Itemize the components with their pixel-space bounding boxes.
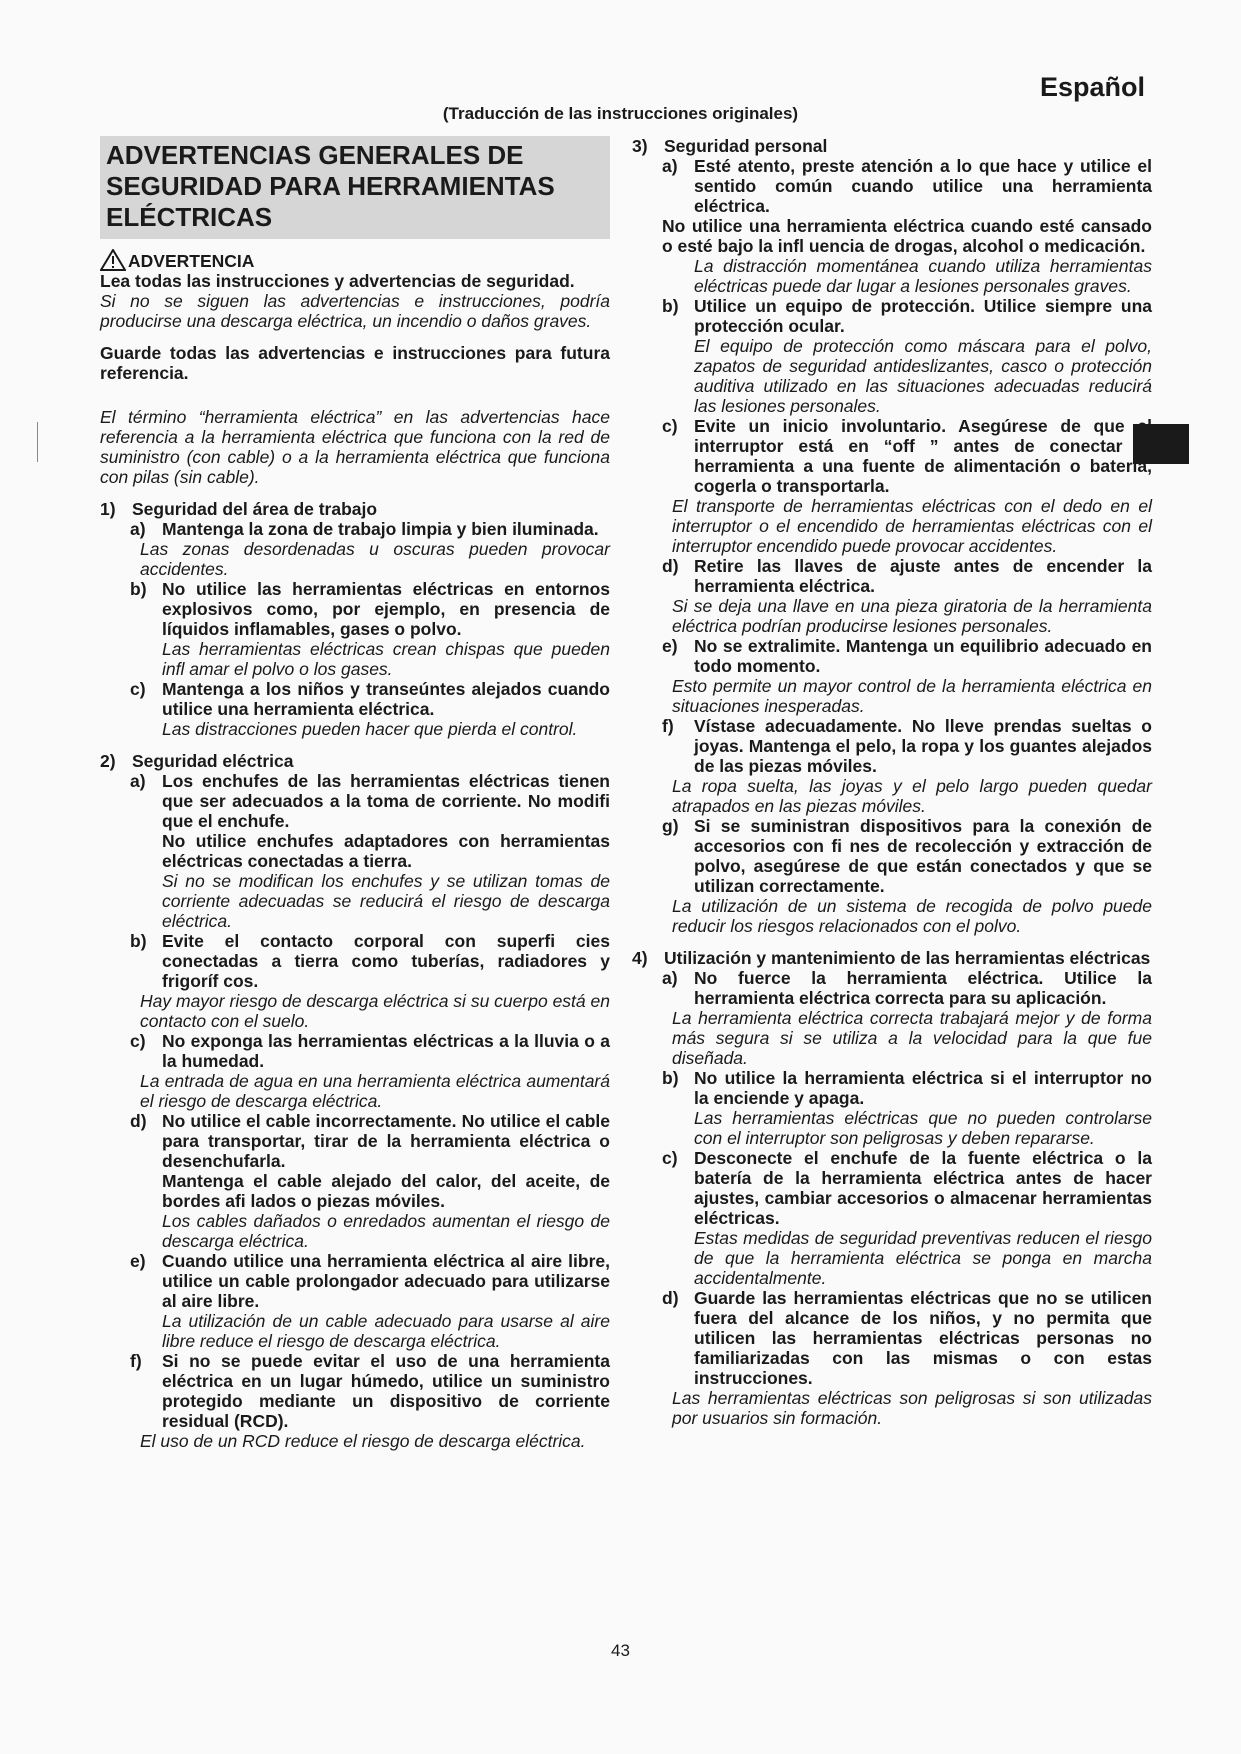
keep-instructions: Guarde todas las advertencias e instrucciones para futura referencia.: [100, 343, 610, 383]
list-item-note: La utilización de un sistema de recogida de polvo puede reducir los riesgos relacionados con el polvo.: [672, 896, 1152, 936]
list-item-note: Las distracciones pueden hacer que pierda el control.: [162, 719, 578, 739]
list-item-note: Las herramientas eléctricas crean chispas que pueden infl amar el polvo o los gases.: [162, 639, 610, 679]
list-item: a) Esté atento, preste atención a lo que hace y utilice el sentido común cuando utilice una herramienta eléctrica.: [662, 156, 1152, 216]
list-item-note: La distracción momentánea cuando utiliza herramientas eléctricas puede dar lugar a lesiones personales graves.: [694, 256, 1152, 296]
section-heading: 3) Seguridad personal: [632, 136, 828, 156]
list-item: c) No exponga las herramientas eléctricas a la lluvia o a la humedad.: [130, 1031, 610, 1071]
intro-italic: Si no se siguen las advertencias e instrucciones, podría producirse una descarga eléctrica, un incendio o daños graves.: [100, 291, 610, 331]
list-item-note: Las herramientas eléctricas que no pueden controlarse con el interruptor son peligrosas y deben repararse.: [694, 1108, 1152, 1148]
list-item: a) Mantenga la zona de trabajo limpia y bien iluminada.: [130, 519, 599, 539]
list-item-note: Esto permite un mayor control de la herramienta eléctrica en situaciones inesperadas.: [672, 676, 1152, 716]
list-item-note: La ropa suelta, las joyas y el pelo largo pueden quedar atrapados en las piezas móviles.: [672, 776, 1152, 816]
list-item-note: Estas medidas de seguridad preventivas reducen el riesgo de que la herramienta eléctrica se ponga en marcha accidentalmente.: [694, 1228, 1152, 1288]
list-item: c) Desconecte el enchufe de la fuente eléctrica o la batería de la herramienta eléctrica antes de hacer ajustes, cambiar accesorios o almacenar herramientas eléctricas.: [662, 1148, 1152, 1228]
list-item: g) Si se suministran dispositivos para la conexión de accesorios con fi nes de recolección y extracción de polvo, asegúrese de que están conectados y que se utilizan correctamente.: [662, 816, 1152, 896]
list-item: e) Cuando utilice una herramienta eléctrica al aire libre, utilice un cable prolongador adecuado para utilizarse al aire libre.: [130, 1251, 610, 1311]
page-number: 43: [611, 1641, 630, 1660]
list-item-note: El transporte de herramientas eléctricas con el dedo en el interruptor o el encendido de herramientas eléctricas con el interruptor encendido puede provocar accidentes.: [672, 496, 1152, 556]
list-item-note: Las herramientas eléctricas son peligrosas si son utilizadas por usuarios sin formación.: [672, 1388, 1152, 1428]
list-item: b) No utilice las herramientas eléctricas en entornos explosivos como, por ejemplo, en presencia de líquidos inflamables, gases o polvo.: [130, 579, 610, 639]
list-item: b) No utilice la herramienta eléctrica si el interruptor no la enciende y apaga.: [662, 1068, 1152, 1108]
list-item-bold: Mantenga el cable alejado del calor, del aceite, de bordes afi lados o piezas móviles.: [162, 1171, 610, 1211]
warning-label: ADVERTENCIA: [128, 251, 255, 271]
language-label: Español: [1039, 72, 1145, 102]
list-item-note: La entrada de agua en una herramienta eléctrica aumentará el riesgo de descarga eléctrica.: [140, 1071, 610, 1111]
list-item-note: Los cables dañados o enredados aumentan el riesgo de descarga eléctrica.: [162, 1211, 610, 1251]
section-heading: 4) Utilización y mantenimiento de las herramientas eléctricas: [632, 948, 1151, 968]
list-item: d) No utilice el cable incorrectamente. No utilice el cable para transportar, tirar de la herramienta eléctrica o desenchufarla.: [130, 1111, 610, 1171]
list-item-note: La herramienta eléctrica correcta trabajará mejor y de forma más segura si se utiliza a la velocidad para la que fue diseñada.: [672, 1008, 1152, 1068]
warning-heading: [100, 249, 610, 271]
list-item: d) Guarde las herramientas eléctricas que no se utilicen fuera del alcance de los niños, y no permita que utilicen las herramientas eléctricas personas no familiarizadas con las mismas o con estas instrucciones.: [662, 1288, 1152, 1388]
warning-triangle-icon: [100, 249, 126, 271]
list-item: f) Vístase adecuadamente. No lleve prendas sueltas o joyas. Mantenga el pelo, la ropa y los guantes alejados de las piezas móviles.: [662, 716, 1152, 776]
margin-line: [37, 422, 38, 462]
list-item-note: El uso de un RCD reduce el riesgo de descarga eléctrica.: [140, 1431, 586, 1451]
list-item-note: Hay mayor riesgo de descarga eléctrica si su cuerpo está en contacto con el suelo.: [140, 991, 610, 1031]
list-item: b) Utilice un equipo de protección. Utilice siempre una protección ocular.: [662, 296, 1152, 336]
list-item-note: Si no se modifican los enchufes y se utilizan tomas de corriente adecuadas se reducirá el riesgo de descarga eléctrica.: [162, 871, 610, 931]
list-item-note: Si se deja una llave en una pieza giratoria de la herramienta eléctrica podrían producirse lesiones personales.: [672, 596, 1152, 636]
intro-bold: Lea todas las instrucciones y advertencias de seguridad.: [100, 271, 575, 291]
list-item: a) No fuerce la herramienta eléctrica. Utilice la herramienta eléctrica correcta para su aplicación.: [662, 968, 1152, 1008]
list-item: d) Retire las llaves de ajuste antes de encender la herramienta eléctrica.: [662, 556, 1152, 596]
list-item: e) No se extralimite. Mantenga un equilibrio adecuado en todo momento.: [662, 636, 1152, 676]
list-item: b) Evite el contacto corporal con superfi cies conectadas a tierra como tuberías, radiadores y frigoríf cos.: [130, 931, 610, 991]
right-column: [632, 136, 1152, 1428]
list-item: f) Si no se puede evitar el uso de una herramienta eléctrica en un lugar húmedo, utilice un suministro protegido mediante un dispositivo de corriente residual (RCD).: [130, 1351, 610, 1431]
list-item: c) Mantenga a los niños y transeúntes alejados cuando utilice una herramienta eléctrica.: [130, 679, 610, 719]
left-column: [100, 136, 610, 1451]
list-item-note: El equipo de protección como máscara para el polvo, zapatos de seguridad antideslizantes, casco o protección auditiva utilizado en las situaciones adecuadas reducirá las lesiones personales.: [694, 336, 1152, 416]
translation-subtitle: (Traducción de las instrucciones originales): [442, 104, 799, 123]
list-item: a) Los enchufes de las herramientas eléctricas tienen que ser adecuados a la toma de corriente. No modifi que el enchufe.: [130, 771, 610, 831]
list-item-bold: No utilice enchufes adaptadores con herramientas eléctricas conectadas a tierra.: [162, 831, 610, 871]
list-item-bold: No utilice una herramienta eléctrica cuando esté cansado o esté bajo la infl uencia de drogas, alcohol o medicación.: [662, 216, 1152, 256]
section-heading: 2) Seguridad eléctrica: [100, 751, 294, 771]
list-item-note: La utilización de un cable adecuado para usarse al aire libre reduce el riesgo de descarga eléctrica.: [162, 1311, 610, 1351]
list-item-note: Las zonas desordenadas u oscuras pueden provocar accidentes.: [140, 539, 610, 579]
section-heading: 1) Seguridad del área de trabajo: [100, 499, 378, 519]
list-item: c) Evite un inicio involuntario. Asegúrese de que el interruptor está en “off ” antes de conectar la herramienta a una fuente de alimentación o batería, cogerla o transportarla.: [662, 416, 1152, 496]
term-definition: El término “herramienta eléctrica” en las advertencias hace referencia a la herramienta eléctrica que funciona con la red de suministro (con cable) o a la herramienta eléctrica que funciona con pilas (sin cable).: [100, 407, 610, 487]
section-title: ADVERTENCIAS GENERALES DE SEGURIDAD PARA HERRAMIENTAS ELÉCTRICAS: [100, 136, 610, 239]
